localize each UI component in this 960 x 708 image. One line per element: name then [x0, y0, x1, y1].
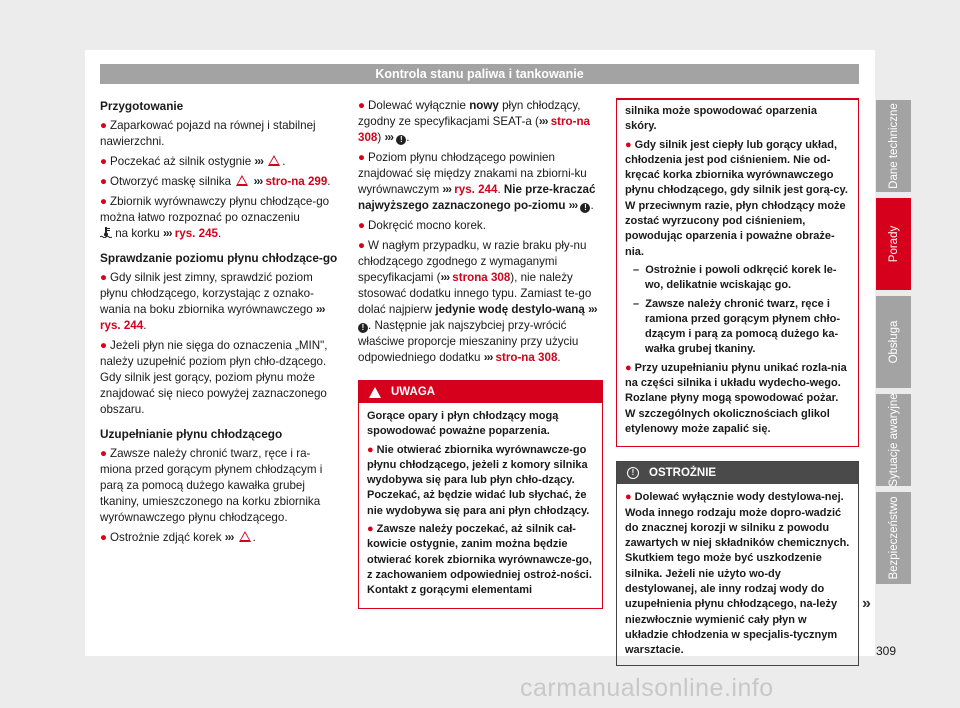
reference-arrow-icon: ››› [440, 271, 450, 284]
reference-arrow-icon: ››› [224, 531, 234, 544]
list-item: ● Poczekać aż silnik ostygnie ››› . [100, 155, 286, 168]
warning-triangle-icon[interactable] [236, 175, 248, 186]
page-link[interactable]: stro-na 308 [358, 115, 590, 144]
warning-box-header: UWAGA [359, 381, 602, 403]
list-item: ● Zaparkować pojazd na równej i stabilnej nawierzchni. [100, 119, 316, 148]
reference-arrow-icon: ››› [442, 183, 451, 196]
tab-porady[interactable]: Porady [876, 198, 911, 290]
figure-link[interactable]: rys. 245 [174, 227, 218, 240]
bullet-icon: ● [358, 99, 366, 112]
section-heading: Uzupełnianie płynu chłodzącego [100, 427, 283, 441]
dash-icon: – [633, 297, 640, 310]
reference-arrow-icon: ››› [315, 303, 325, 316]
figure-link[interactable]: rys. 244 [454, 183, 498, 196]
continued-icon: » [862, 595, 871, 612]
bullet-icon: ● [100, 531, 108, 544]
list-item: ● Dolewać wyłącznie nowy płyn chłodzący, zgodny ze specyfikacjami SEAT-a (››› stro-na 308) ››› ! . [358, 99, 590, 144]
caution-icon[interactable]: ! [358, 323, 368, 333]
list-item: ● Jeżeli płyn nie sięga do oznaczenia „MIN", należy uzupełnić poziom płyn chło-dzącego. Gdy silnik jest gorący, poziom płynu może znajdować się nieco powyżej zaznaczonego obszaru. [100, 339, 328, 416]
bullet-icon: ● [625, 361, 632, 374]
bullet-icon: ● [100, 195, 108, 208]
bullet-icon: ● [100, 175, 108, 188]
page-link[interactable]: strona 308 [452, 271, 511, 284]
bullet-icon: ● [625, 491, 632, 504]
column-3 [616, 98, 859, 666]
list-item: ● Zawsze należy poczekać, aż silnik cał-kowicie ostygnie, zanim można będzie otwierać korek zbiornika wyrównawcze-go, z zachowaniem odpowiedniej ostroż-ności. Kontakt z gorącymi elementami [367, 523, 592, 597]
figure-link[interactable]: rys. 244 [100, 319, 144, 332]
page-number: 309 [876, 644, 897, 658]
list-item: – Zawsze należy chronić twarz, ręce i ramiona przed gorącym płynem chło-dzącym i parą za pomocą dużego ka-wałka grubej tkaniny. [633, 297, 840, 356]
bullet-icon: ● [100, 339, 108, 352]
reference-arrow-icon: ››› [538, 115, 548, 128]
list-item: ● Otworzyć maskę silnika ››› stro-na 299. [100, 175, 331, 188]
reference-arrow-icon: ››› [162, 227, 172, 240]
warning-box-continued: silnika może spowodować oparzenia skóry. ● Gdy silnik jest ciepły lub gorący układ, chłodzenia jest pod ciśnieniem. Nie od-kręcać korka zbiornika wyrównawczego płynu chłodzącego, gdy silnik jest gorą-cy. W przeciwnym razie, płyn chłodzący może zostać wyrzucony pod ciśnieniem, powodując oparzenia i poważne obraże-nia. – Ostrożnie i powoli odkręcić korek le-wo, delikatnie wciskając go. – Zawsze należy chronić twarz, ręce i ramiona przed gorącym płynem chło-dzącym i parą za pomocą dużego ka-wałka grubej tkaniny. ● Przy uzupełnianiu płynu unikać rozla-nia na części silnika i układu wydecho-wego. Rozlane płyny mogą spowodować pożar. W szczególnych okolicznościach glikol etylenowy może zapalić się. [616, 98, 859, 447]
section-heading: Przygotowanie [100, 99, 184, 113]
list-item: ● Przy uzupełnianiu płynu unikać rozla-nia na części silnika i układu wydecho-wego. Rozlane płyny mogą spowodować pożar. W szczególnych okolicznościach glikol etylenowy może zapalić się. [625, 361, 847, 435]
page-link[interactable]: stro-na 299 [265, 175, 328, 188]
column-2 [358, 98, 603, 609]
reference-arrow-icon: ››› [254, 155, 263, 168]
list-item: ● W nagłym przypadku, w razie braku pły-nu chłodzącego zgodnego z wymaganymi specyfikacjami (››› strona 308), nie należy stosować dodatku innego typu. Zamiast te-go dolać najpierw jedynie wodę destylo-waną ››› ! . Następnie jak najszybciej przy-wrócić właściwe proporcje mieszaniny przy użyciu odpowiedniego dodatku ››› stro-na 308. [358, 239, 597, 364]
bullet-icon: ● [100, 447, 108, 460]
warning-triangle-icon[interactable] [268, 155, 280, 166]
reference-arrow-icon: ››› [253, 175, 263, 188]
list-item: ● Gdy silnik jest ciepły lub gorący układ, chłodzenia jest pod ciśnieniem. Nie od-kręcać korka zbiornika wyrównawczego płynu chłodzącego, gdy silnik jest gorą-cy. W przeciwnym razie, płyn chłodzący może zostać wyrzucony pod ciśnieniem, powodując oparzenia i poważne obraże-nia. [625, 138, 848, 258]
tab-sytuacje-awaryjne[interactable]: Sytuacje awaryjne [876, 394, 911, 486]
bullet-icon: ● [100, 271, 108, 284]
page-title: Kontrola stanu paliwa i tankowanie [100, 64, 859, 84]
list-item: ● Dokręcić mocno korek. [358, 219, 486, 232]
list-item: ● Zbiornik wyrównawczy płynu chłodzące-go można łatwo rozpoznać po oznaczeniu na korku ››› rys. 245. [100, 195, 330, 240]
reference-arrow-icon: ››› [483, 351, 493, 364]
caution-icon[interactable]: ! [396, 135, 406, 145]
caution-box [616, 461, 859, 665]
warning-triangle-icon[interactable] [239, 531, 251, 542]
warning-triangle-icon [369, 387, 381, 398]
list-item: ● Ostrożnie zdjąć korek ››› . [100, 531, 256, 544]
caution-icon: ! [627, 467, 639, 479]
caution-box-body [617, 484, 858, 664]
list-item: ● Gdy silnik jest zimny, sprawdzić poziom płynu chłodzącego, korzystając z oznako-wania na boku zbiornika wyrównawczego ››› rys. 244. [100, 271, 325, 332]
bullet-icon: ● [367, 523, 374, 536]
warning-box [358, 380, 603, 609]
bullet-icon: ● [358, 239, 366, 252]
reference-arrow-icon: ››› [568, 199, 578, 212]
caution-box-header: ! OSTROŻNIE [617, 462, 858, 484]
tab-dane-techniczne[interactable]: Dane techniczne [876, 100, 911, 192]
list-item: – Ostrożnie i powoli odkręcić korek le-wo, delikatnie wciskając go. [633, 263, 837, 292]
reference-arrow-icon: ››› [384, 131, 394, 144]
dash-icon: – [633, 263, 640, 276]
list-item: ● Nie otwierać zbiornika wyrównawcze-go płynu chłodzącego, jeżeli z komory silnika wydobywa się para lub płyn chło-dzący. Poczekać, aż będzie widać lub słychać, że nie wydobywa się para ani płyn chłodzący. [367, 443, 590, 517]
list-item: ● Zawsze należy chronić twarz, ręce i ra-miona przed gorącym płynem chłodzącym i parą za pomocą dużego kawałka grubej tkaniny, umieszczonego na korku zbiornika wyrównawczego płynu chłodzącego. [100, 447, 323, 524]
bullet-icon: ● [358, 151, 366, 164]
bullet-icon: ● [100, 119, 108, 132]
list-item: ● Poziom płynu chłodzącego powinien znajdować się między znakami na zbiorni-ku wyrównawczym ››› rys. 244. Nie prze-kraczać najwyższego zaznaczonego po-ziomu ››› ! . [358, 151, 596, 212]
column-1 [100, 98, 340, 550]
bullet-icon: ● [367, 443, 374, 456]
watermark: carmanualsonline.info [520, 674, 774, 702]
bullet-icon: ● [625, 138, 632, 151]
caution-icon[interactable]: ! [580, 203, 590, 213]
warning-box-body: Gorące opary i płyn chłodzący mogą spowodować poważne poparzenia. ● Nie otwierać zbiornika wyrównawcze-go płynu chłodzącego, jeżeli z komory silnika wydobywa się para lub płyn chło-dzący. Poczekać, aż będzie widać lub słychać, że nie wydobywa się para ani płyn chłodzący. ● Zawsze należy poczekać, aż silnik cał-kowicie ostygnie, zanim można będzie otwierać korek zbiornika wyrównawcze-go, z zachowaniem odpowiedniej ostroż-ności. Kontakt z gorącymi elementami [359, 403, 602, 608]
section-heading: Sprawdzanie poziomu płynu chłodzące-go [100, 251, 338, 265]
tab-bezpieczenstwo[interactable]: Bezpieczeństwo [876, 492, 911, 584]
page-link[interactable]: stro-na 308 [495, 351, 558, 364]
bullet-icon: ● [100, 155, 108, 168]
bullet-icon: ● [358, 219, 366, 232]
list-item: ● Dolewać wyłącznie wody destylowa-nej. Woda innego rodzaju może dopro-wadzić do znacznej korozji w silniku z powodu zawartych w niej składników chemicznych. Skutkiem tego może być uszkodzenie silnika. Jeżeli nie użyto wo-dy destylowanej, ale inny rodzaj wody do uzupełnienia płynu chłodzącego, na-leży niezwłocznie wymienić cały płyn w układzie chłodzenia w specjalis-tycznym warsztacie. [625, 491, 850, 657]
tab-obsluga[interactable]: Obsługa [876, 296, 911, 388]
coolant-temperature-icon [100, 227, 112, 238]
reference-arrow-icon: ››› [588, 303, 597, 316]
